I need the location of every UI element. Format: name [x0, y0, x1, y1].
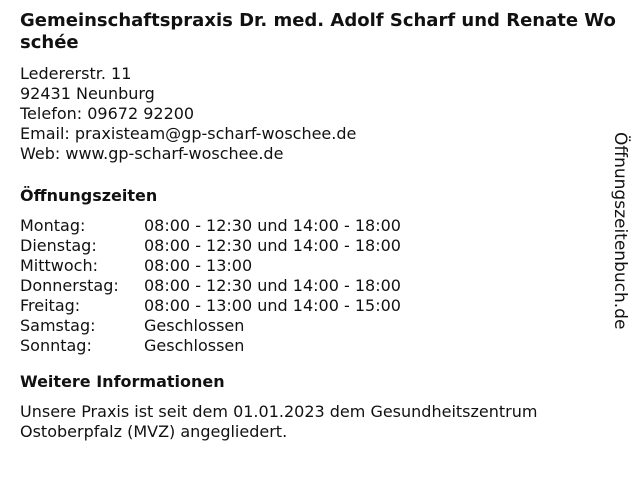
opening-hours-heading: Öffnungszeiten [20, 186, 158, 205]
hours-row-wednesday [20, 256, 616, 276]
hours-row-friday [20, 296, 616, 316]
hours-time-value: 08:00 - 12:30 und 14:00 - 18:00 [144, 276, 401, 295]
email-address[interactable]: Email: praxisteam@gp-scharf-woschee.de [20, 124, 357, 143]
hours-day-label: Donnerstag: [20, 276, 119, 295]
hours-row-sunday [20, 336, 616, 356]
hours-day-label: Mittwoch: [20, 256, 98, 275]
hours-day-label: Freitag: [20, 296, 81, 315]
hours-day-label: Samstag: [20, 316, 96, 335]
hours-time-value: 08:00 - 12:30 und 14:00 - 18:00 [144, 236, 401, 255]
hours-row-tuesday [20, 236, 616, 256]
hours-row-thursday [20, 276, 616, 296]
hours-day-label: Dienstag: [20, 236, 97, 255]
city-address: 92431 Neunburg [20, 84, 155, 103]
phone-number[interactable]: Telefon: 09672 92200 [20, 104, 195, 123]
practice-title: Gemeinschaftspraxis Dr. med. Adolf Scharf und Renate Woschée [20, 10, 616, 53]
hours-row-saturday [20, 316, 616, 336]
more-info-text: Unsere Praxis ist seit dem 01.01.2023 dem Gesundheitszentrum Ostoberpfalz (MVZ) angegliedert. [20, 402, 538, 441]
hours-time-value: Geschlossen [144, 336, 245, 355]
hours-row-monday [20, 216, 616, 236]
site-watermark-text: Öffnungszeitenbuch.de [610, 132, 630, 330]
hours-time-value: 08:00 - 12:30 und 14:00 - 18:00 [144, 216, 401, 235]
website-address[interactable]: Web: www.gp-scharf-woschee.de [20, 144, 284, 163]
more-info-heading: Weitere Informationen [20, 372, 225, 391]
street-address: Ledererstr. 11 [20, 64, 132, 83]
contact-block [20, 64, 616, 164]
hours-time-value: Geschlossen [144, 316, 245, 335]
hours-day-label: Sonntag: [20, 336, 92, 355]
opening-hours-table [20, 216, 616, 356]
hours-day-label: Montag: [20, 216, 86, 235]
hours-time-value: 08:00 - 13:00 [144, 256, 253, 275]
practice-card [20, 10, 616, 442]
hours-time-value: 08:00 - 13:00 und 14:00 - 15:00 [144, 296, 401, 315]
